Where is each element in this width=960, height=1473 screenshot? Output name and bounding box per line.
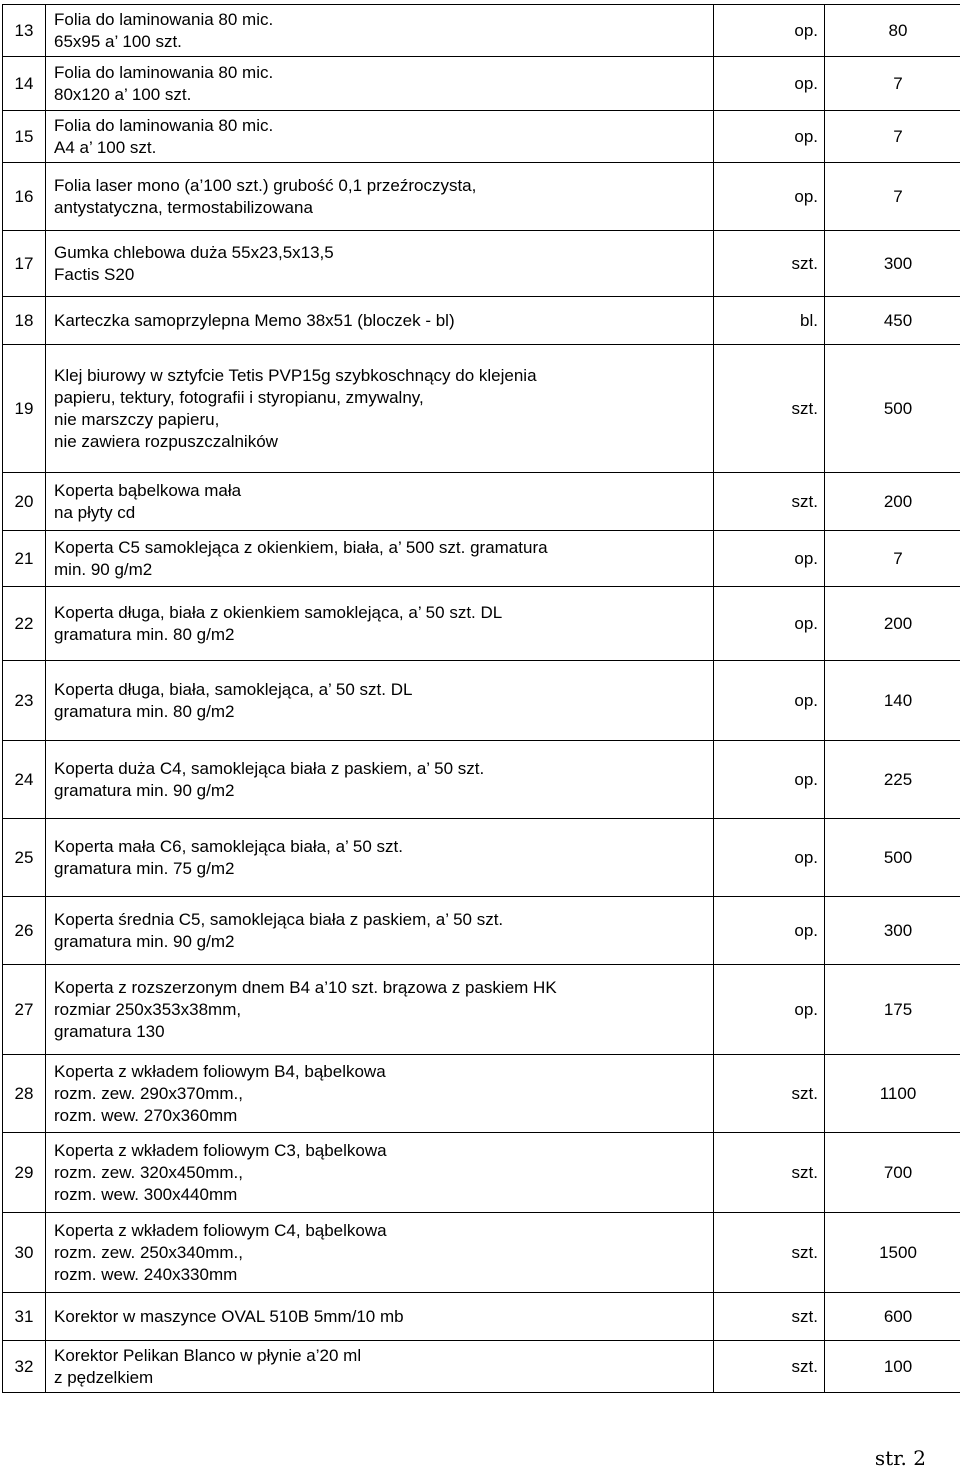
item-description (46, 1055, 714, 1133)
item-description-line: rozm. wew. 240x330mm (54, 1264, 238, 1284)
item-quantity: 175 (825, 965, 960, 1055)
item-description-line: Korektor Pelikan Blanco w płynie a’20 ml (54, 1345, 362, 1365)
item-quantity: 500 (825, 345, 960, 473)
item-quantity: 300 (825, 897, 960, 965)
item-number: 17 (3, 231, 46, 297)
item-description (46, 1213, 714, 1293)
table-row (3, 1055, 960, 1133)
table-row (3, 531, 960, 587)
item-quantity: 450 (825, 297, 960, 345)
item-description-line: 80x120 a’ 100 szt. (54, 84, 192, 104)
item-description-line: rozm. zew. 250x340mm., (54, 1242, 243, 1262)
item-number: 16 (3, 163, 46, 231)
item-description-line: Klej biurowy w sztyfcie Tetis PVP15g szybkoschnący do klejenia (54, 365, 537, 385)
item-unit: op. (714, 587, 825, 661)
table-row (3, 1293, 960, 1341)
table-row (3, 345, 960, 473)
item-description (46, 819, 714, 897)
table-row (3, 1213, 960, 1293)
item-unit: op. (714, 5, 825, 57)
item-description (46, 531, 714, 587)
item-description-line: Koperta mała C6, samoklejąca biała, a’ 50 szt. (54, 836, 403, 856)
item-description-line: papieru, tektury, fotografii i styropianu, zmywalny, (54, 387, 424, 407)
item-description-line: Koperta z rozszerzonym dnem B4 a’10 szt. brązowa z paskiem HK (54, 977, 557, 997)
item-description-line: Karteczka samoprzylepna Memo 38x51 (bloczek - bl) (54, 310, 455, 330)
item-description-line: z pędzelkiem (54, 1367, 154, 1387)
item-description-line: Koperta z wkładem foliowym C3, bąbelkowa (54, 1140, 387, 1160)
item-description (46, 345, 714, 473)
item-description (46, 965, 714, 1055)
item-description-line: gramatura min. 80 g/m2 (54, 624, 235, 644)
item-unit: szt. (714, 231, 825, 297)
item-description-line: rozm. zew. 290x370mm., (54, 1083, 243, 1103)
item-description-line: gramatura min. 75 g/m2 (54, 858, 235, 878)
item-unit: bl. (714, 297, 825, 345)
item-description-line: rozmiar 250x353x38mm, (54, 999, 242, 1019)
item-description (46, 1293, 714, 1341)
item-unit: op. (714, 965, 825, 1055)
item-unit: op. (714, 531, 825, 587)
item-description (46, 587, 714, 661)
item-unit: szt. (714, 1293, 825, 1341)
item-description-line: Koperta duża C4, samoklejąca biała z paskiem, a’ 50 szt. (54, 758, 485, 778)
item-quantity: 140 (825, 661, 960, 741)
item-number: 20 (3, 473, 46, 531)
item-unit: szt. (714, 473, 825, 531)
item-description-line: Folia laser mono (a’100 szt.) grubość 0,1 przeźroczysta, (54, 175, 477, 195)
item-description-line: Korektor w maszynce OVAL 510B 5mm/10 mb (54, 1306, 404, 1326)
item-number: 21 (3, 531, 46, 587)
item-unit: szt. (714, 1341, 825, 1393)
item-description-line: gramatura min. 80 g/m2 (54, 701, 235, 721)
item-description (46, 163, 714, 231)
table-row (3, 661, 960, 741)
item-quantity: 1100 (825, 1055, 960, 1133)
item-description-line: antystatyczna, termostabilizowana (54, 197, 313, 217)
item-number: 24 (3, 741, 46, 819)
item-description-line: Folia do laminowania 80 mic. (54, 115, 274, 135)
item-description-line: 65x95 a’ 100 szt. (54, 31, 182, 51)
item-description (46, 1133, 714, 1213)
item-description-line: gramatura 130 (54, 1021, 165, 1041)
item-number: 18 (3, 297, 46, 345)
table-row (3, 57, 960, 111)
item-description-line: na płyty cd (54, 502, 136, 522)
item-number: 19 (3, 345, 46, 473)
item-unit: op. (714, 741, 825, 819)
table-row (3, 111, 960, 163)
item-description-line: Gumka chlebowa duża 55x23,5x13,5 (54, 242, 334, 262)
item-number: 30 (3, 1213, 46, 1293)
item-description-line: Koperta z wkładem foliowym B4, bąbelkowa (54, 1061, 386, 1081)
item-unit: szt. (714, 1133, 825, 1213)
item-description-line: gramatura min. 90 g/m2 (54, 931, 235, 951)
item-description (46, 741, 714, 819)
item-description (46, 1341, 714, 1393)
item-unit: op. (714, 57, 825, 111)
page-number: str. 2 (874, 1446, 926, 1470)
items-table-body (3, 5, 960, 1393)
item-description-line: min. 90 g/m2 (54, 559, 153, 579)
item-quantity: 7 (825, 57, 960, 111)
item-quantity: 80 (825, 5, 960, 57)
table-row (3, 897, 960, 965)
table-row (3, 163, 960, 231)
item-unit: op. (714, 897, 825, 965)
item-unit: szt. (714, 345, 825, 473)
item-quantity: 7 (825, 111, 960, 163)
table-row (3, 1133, 960, 1213)
table-row (3, 965, 960, 1055)
table-row (3, 741, 960, 819)
item-description-line: A4 a’ 100 szt. (54, 137, 157, 157)
item-quantity: 200 (825, 473, 960, 531)
item-quantity: 700 (825, 1133, 960, 1213)
item-description (46, 661, 714, 741)
item-quantity: 225 (825, 741, 960, 819)
item-description-line: Koperta C5 samoklejąca z okienkiem, biała, a’ 500 szt. gramatura (54, 537, 548, 557)
item-description (46, 473, 714, 531)
item-quantity: 300 (825, 231, 960, 297)
item-number: 14 (3, 57, 46, 111)
table-row (3, 297, 960, 345)
item-quantity: 7 (825, 163, 960, 231)
item-description-line: gramatura min. 90 g/m2 (54, 780, 235, 800)
table-row (3, 1341, 960, 1393)
item-description-line: Folia do laminowania 80 mic. (54, 62, 274, 82)
item-number: 26 (3, 897, 46, 965)
item-quantity: 600 (825, 1293, 960, 1341)
item-quantity: 200 (825, 587, 960, 661)
table-row (3, 231, 960, 297)
table-row (3, 5, 960, 57)
item-description-line: Koperta z wkładem foliowym C4, bąbelkowa (54, 1220, 387, 1240)
table-row (3, 819, 960, 897)
item-quantity: 500 (825, 819, 960, 897)
item-number: 25 (3, 819, 46, 897)
item-unit: op. (714, 819, 825, 897)
item-unit: op. (714, 163, 825, 231)
item-number: 32 (3, 1341, 46, 1393)
item-description (46, 231, 714, 297)
item-description (46, 57, 714, 111)
items-table (2, 4, 960, 1393)
item-number: 22 (3, 587, 46, 661)
item-description (46, 897, 714, 965)
item-description (46, 297, 714, 345)
item-number: 29 (3, 1133, 46, 1213)
table-row (3, 587, 960, 661)
item-description-line: nie marszczy papieru, (54, 409, 220, 429)
item-description (46, 111, 714, 163)
item-description-line: Koperta średnia C5, samoklejąca biała z paskiem, a’ 50 szt. (54, 909, 504, 929)
item-number: 28 (3, 1055, 46, 1133)
item-unit: op. (714, 661, 825, 741)
item-description (46, 5, 714, 57)
item-number: 23 (3, 661, 46, 741)
item-description-line: rozm. wew. 270x360mm (54, 1105, 238, 1125)
item-description-line: Koperta bąbelkowa mała (54, 480, 242, 500)
item-description-line: rozm. wew. 300x440mm (54, 1184, 238, 1204)
item-number: 13 (3, 5, 46, 57)
item-unit: op. (714, 111, 825, 163)
item-quantity: 100 (825, 1341, 960, 1393)
item-unit: szt. (714, 1213, 825, 1293)
table-row (3, 473, 960, 531)
item-unit: szt. (714, 1055, 825, 1133)
item-description-line: Koperta długa, biała z okienkiem samoklejąca, a’ 50 szt. DL (54, 602, 503, 622)
item-description-line: Koperta długa, biała, samoklejąca, a’ 50 szt. DL (54, 679, 413, 699)
item-quantity: 7 (825, 531, 960, 587)
item-description-line: rozm. zew. 320x450mm., (54, 1162, 243, 1182)
item-number: 31 (3, 1293, 46, 1341)
item-number: 27 (3, 965, 46, 1055)
item-description-line: Folia do laminowania 80 mic. (54, 9, 274, 29)
item-number: 15 (3, 111, 46, 163)
item-quantity: 1500 (825, 1213, 960, 1293)
item-description-line: nie zawiera rozpuszczalników (54, 431, 278, 451)
item-description-line: Factis S20 (54, 264, 135, 284)
